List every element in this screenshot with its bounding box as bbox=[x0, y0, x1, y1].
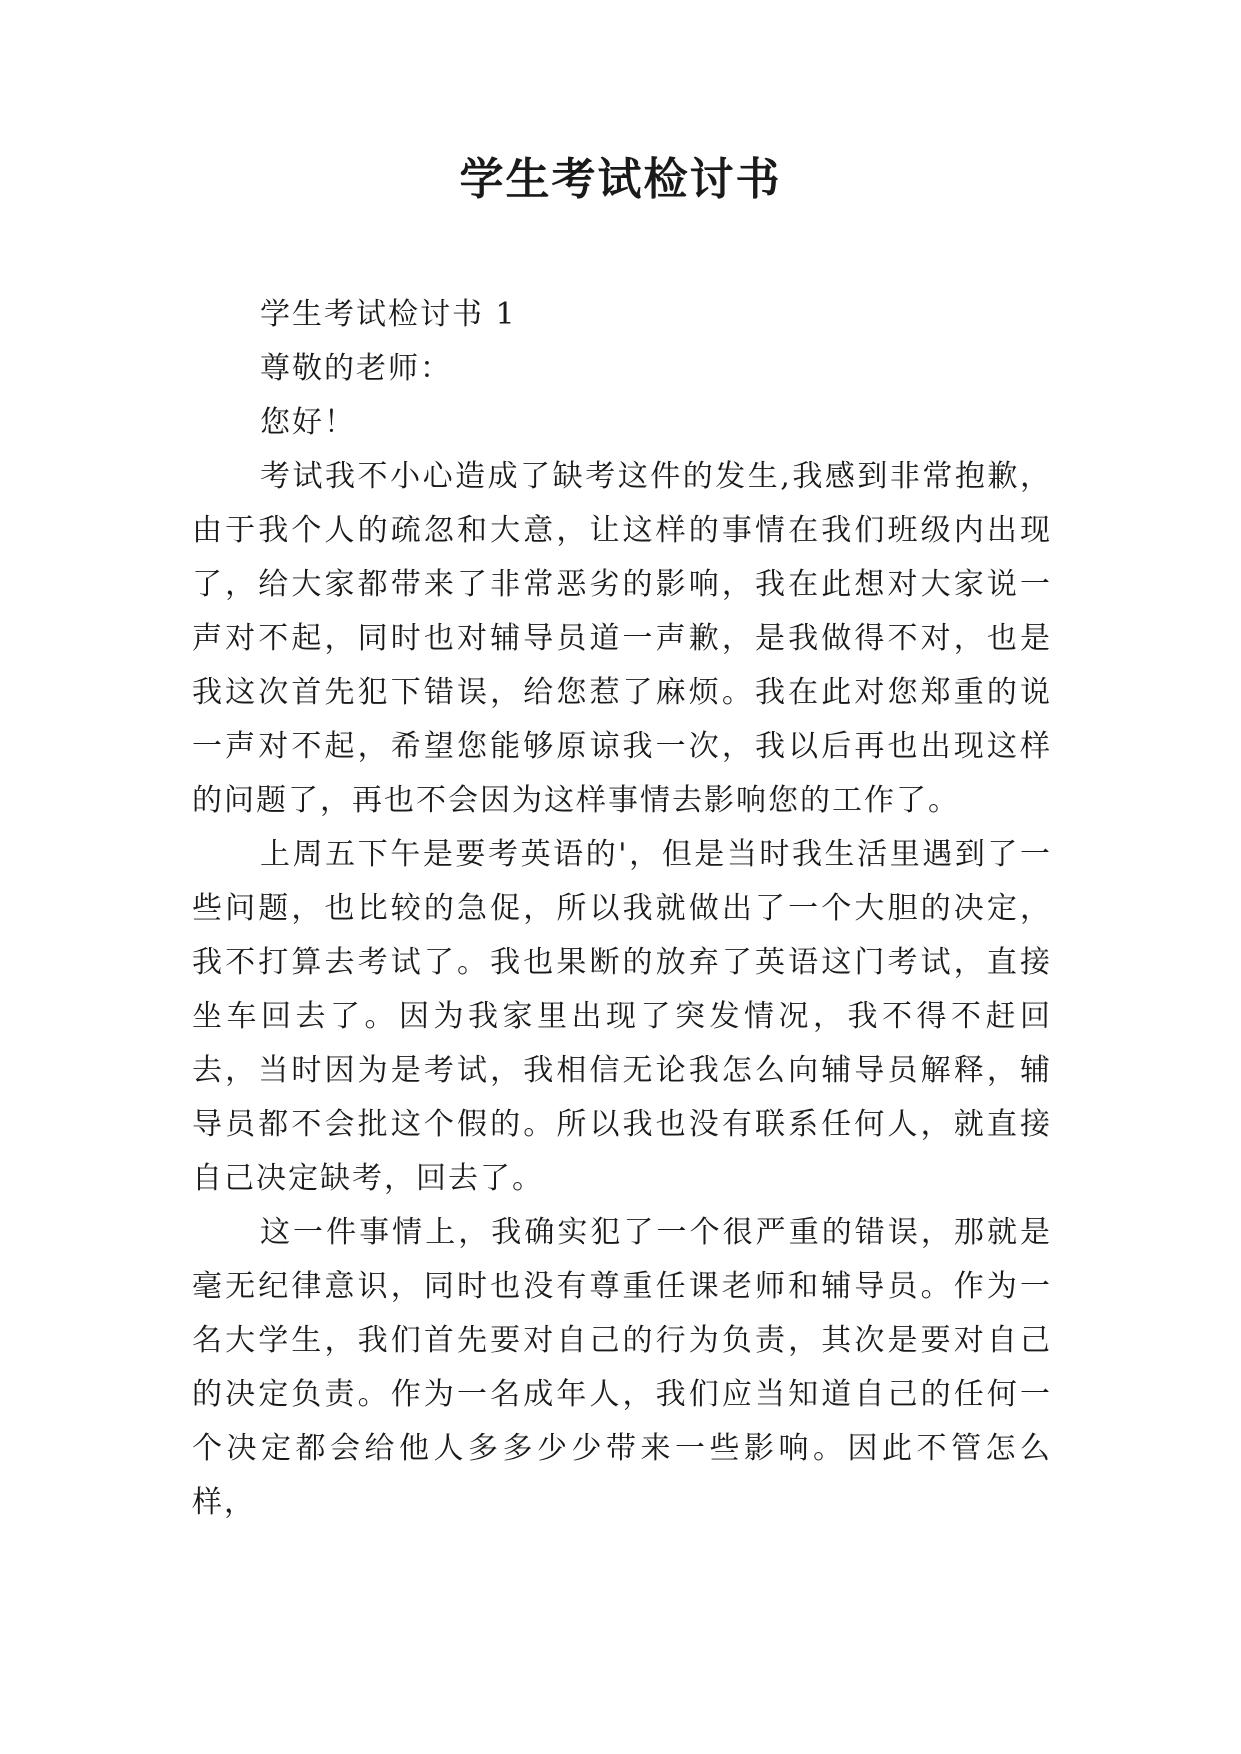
document-body bbox=[192, 288, 1052, 1530]
document-title: 学生考试检讨书 bbox=[459, 154, 782, 205]
body-paragraph: 考试我不小心造成了缺考这件的发生,我感到非常抱歉，由于我个人的疏忽和大意，让这样的事情在我们班级内出现了，给大家都带来了非常恶劣的影响，我在此想对大家说一声对不起，同时也对辅导员道一声歉，是我做得不对，也是我这次首先犯下错误，给您惹了麻烦。我在此对您郑重的说一声对不起，希望您能够原谅我一次，我以后再也出现这样的问题了，再也不会因为这样事情去影响您的工作了。 bbox=[192, 459, 1052, 818]
salutation: 尊敬的老师： bbox=[260, 351, 452, 386]
body-paragraph: 这一件事情上，我确实犯了一个很严重的错误，那就是毫无纪律意识，同时也没有尊重任课老师和辅导员。作为一名大学生，我们首先要对自己的行为负责，其次是要对自己的决定负责。作为一名成年人，我们应当知道自己的任何一个决定都会给他人多多少少带来一些影响。因此不管怎么样， bbox=[192, 1215, 1052, 1520]
greeting: 您好！ bbox=[260, 405, 356, 440]
section-heading: 学生考试检讨书 1 bbox=[260, 297, 517, 332]
body-paragraph: 上周五下午是要考英语的'，但是当时我生活里遇到了一些问题，也比较的急促，所以我就做出了一个大胆的决定，我不打算去考试了。我也果断的放弃了英语这门考试，直接坐车回去了。因为我家里出现了突发情况，我不得不赶回去，当时因为是考试，我相信无论我怎么向辅导员解释，辅导员都不会批这个假的。所以我也没有联系任何人，就直接自己决定缺考，回去了。 bbox=[192, 837, 1052, 1196]
